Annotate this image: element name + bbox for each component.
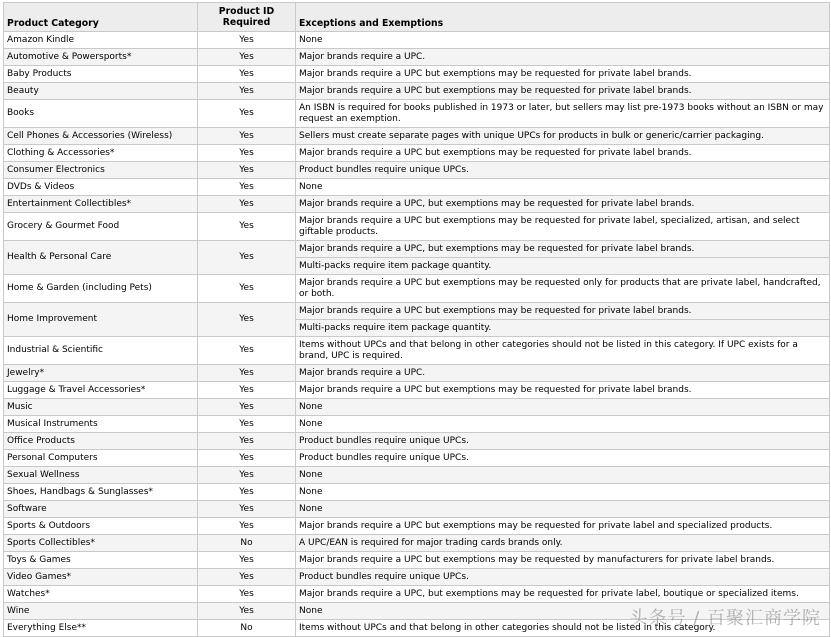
cell-category: Clothing & Accessories* [4,145,198,162]
cell-category: Industrial & Scientific [4,337,198,365]
cell-category: Entertainment Collectibles* [4,196,198,213]
table-row [4,337,830,365]
cell-exceptions: None [296,603,830,620]
table-row [4,179,830,196]
table-row [4,484,830,501]
cell-category: Amazon Kindle [4,32,198,49]
cell-exceptions: Major brands require a UPC but exemptions may be requested for private label brands. [296,382,830,399]
cell-category: Automotive & Powersports* [4,49,198,66]
cell-exceptions: Multi-packs require item package quantity. [296,320,830,337]
table-row [4,241,830,258]
cell-exceptions: Major brands require a UPC but exemptions may be requested for private label brands. [296,66,830,83]
cell-id-required: Yes [198,66,296,83]
cell-category: Video Games* [4,569,198,586]
table-row [4,416,830,433]
table-row [4,399,830,416]
cell-category: Consumer Electronics [4,162,198,179]
cell-exceptions: Product bundles require unique UPCs. [296,569,830,586]
cell-id-required: Yes [198,399,296,416]
cell-exceptions: Multi-packs require item package quantity. [296,258,830,275]
cell-id-required: Yes [198,382,296,399]
cell-category: Sports Collectibles* [4,535,198,552]
cell-exceptions: None [296,467,830,484]
cell-exceptions: Major brands require a UPC. [296,365,830,382]
cell-id-required: Yes [198,433,296,450]
table-row [4,552,830,569]
table-row [4,275,830,303]
header-product-id-required: Product ID Required [198,3,296,32]
cell-id-required: Yes [198,128,296,145]
cell-id-required: No [198,535,296,552]
cell-exceptions: A UPC/EAN is required for major trading cards brands only. [296,535,830,552]
cell-exceptions: Sellers must create separate pages with unique UPCs for products in bulk or generic/carrier packaging. [296,128,830,145]
cell-category: Home & Garden (including Pets) [4,275,198,303]
cell-exceptions: Product bundles require unique UPCs. [296,162,830,179]
watermark: 头条号 / 百聚汇商学院 [629,608,821,629]
table-row [4,569,830,586]
cell-exceptions: Major brands require a UPC, but exemptions may be requested for private label, boutique or specialized items. [296,586,830,603]
cell-id-required: Yes [198,145,296,162]
table-row [4,382,830,399]
table-row [4,83,830,100]
cell-exceptions: Major brands require a UPC, but exemptions may be requested for private label brands. [296,196,830,213]
cell-id-required: Yes [198,484,296,501]
table-row [4,145,830,162]
cell-exceptions: Major brands require a UPC. [296,49,830,66]
cell-id-required: Yes [198,275,296,303]
cell-category: Baby Products [4,66,198,83]
cell-category: Jewelry* [4,365,198,382]
cell-id-required: No [198,620,296,637]
cell-exceptions: Items without UPCs and that belong in other categories should not be listed in this category. [296,620,830,637]
table-header-row [4,3,830,32]
cell-exceptions: None [296,501,830,518]
cell-exceptions: Major brands require a UPC but exemptions may be requested for private label, specialized, artisan, and select giftable products. [296,213,830,241]
cell-category: Music [4,399,198,416]
table-row [4,196,830,213]
cell-exceptions: None [296,179,830,196]
cell-category: Luggage & Travel Accessories* [4,382,198,399]
cell-category: Everything Else** [4,620,198,637]
cell-category: Wine [4,603,198,620]
cell-category: Software [4,501,198,518]
cell-exceptions: Major brands require a UPC but exemptions may be requested for private label brands. [296,145,830,162]
table-row [4,128,830,145]
cell-category: Shoes, Handbags & Sunglasses* [4,484,198,501]
cell-id-required: Yes [198,416,296,433]
cell-exceptions: None [296,399,830,416]
cell-id-required: Yes [198,450,296,467]
cell-id-required: Yes [198,49,296,66]
cell-id-required: Yes [198,569,296,586]
cell-exceptions: Major brands require a UPC but exemptions may be requested only for products that are private label, handcrafted, or both. [296,275,830,303]
table-row [4,450,830,467]
cell-category: Grocery & Gourmet Food [4,213,198,241]
cell-category: Books [4,100,198,128]
table-row [4,433,830,450]
table-row [4,32,830,49]
cell-category: Toys & Games [4,552,198,569]
table-row [4,100,830,128]
cell-category: Musical Instruments [4,416,198,433]
cell-exceptions: Major brands require a UPC, but exemptions may be requested for private label brands. [296,241,830,258]
cell-category: DVDs & Videos [4,179,198,196]
cell-id-required: Yes [198,518,296,535]
table-row [4,518,830,535]
cell-exceptions: Items without UPCs and that belong in other categories should not be listed in this category. If UPC exists for a brand, UPC is required. [296,337,830,365]
cell-category: Beauty [4,83,198,100]
cell-category: Sexual Wellness [4,467,198,484]
header-exceptions: Exceptions and Exemptions [296,3,830,32]
cell-exceptions: Major brands require a UPC but exemptions may be requested for private label and specialized products. [296,518,830,535]
table-row [4,535,830,552]
cell-exceptions: None [296,32,830,49]
cell-id-required: Yes [198,162,296,179]
cell-exceptions: Major brands require a UPC but exemptions may be requested by manufacturers for private label brands. [296,552,830,569]
cell-exceptions: Product bundles require unique UPCs. [296,433,830,450]
table-row [4,501,830,518]
cell-exceptions: Product bundles require unique UPCs. [296,450,830,467]
cell-category: Sports & Outdoors [4,518,198,535]
cell-id-required: Yes [198,603,296,620]
table-row [4,49,830,66]
cell-exceptions: Major brands require a UPC but exemptions may be requested for private label brands. [296,303,830,320]
cell-id-required: Yes [198,83,296,100]
cell-id-required: Yes [198,100,296,128]
cell-id-required: Yes [198,337,296,365]
cell-category: Home Improvement [4,303,198,337]
cell-id-required: Yes [198,196,296,213]
cell-category: Cell Phones & Accessories (Wireless) [4,128,198,145]
cell-id-required: Yes [198,303,296,337]
cell-id-required: Yes [198,213,296,241]
header-product-category: Product Category [4,3,198,32]
cell-id-required: Yes [198,467,296,484]
table-row [4,586,830,603]
cell-category: Health & Personal Care [4,241,198,275]
product-id-requirements-table [3,2,830,637]
table-row [4,162,830,179]
cell-category: Office Products [4,433,198,450]
table-row [4,303,830,320]
cell-category: Watches* [4,586,198,603]
cell-id-required: Yes [198,241,296,275]
cell-id-required: Yes [198,365,296,382]
cell-exceptions: None [296,484,830,501]
table-body [4,32,830,637]
cell-category: Personal Computers [4,450,198,467]
cell-id-required: Yes [198,586,296,603]
cell-exceptions: An ISBN is required for books published in 1973 or later, but sellers may list pre-1973 books without an ISBN or may request an exemption. [296,100,830,128]
cell-id-required: Yes [198,179,296,196]
table-row [4,365,830,382]
cell-id-required: Yes [198,32,296,49]
cell-id-required: Yes [198,552,296,569]
table-row [4,213,830,241]
table-row [4,467,830,484]
cell-exceptions: None [296,416,830,433]
cell-exceptions: Major brands require a UPC but exemptions may be requested for private label brands. [296,83,830,100]
cell-id-required: Yes [198,501,296,518]
table-row [4,66,830,83]
